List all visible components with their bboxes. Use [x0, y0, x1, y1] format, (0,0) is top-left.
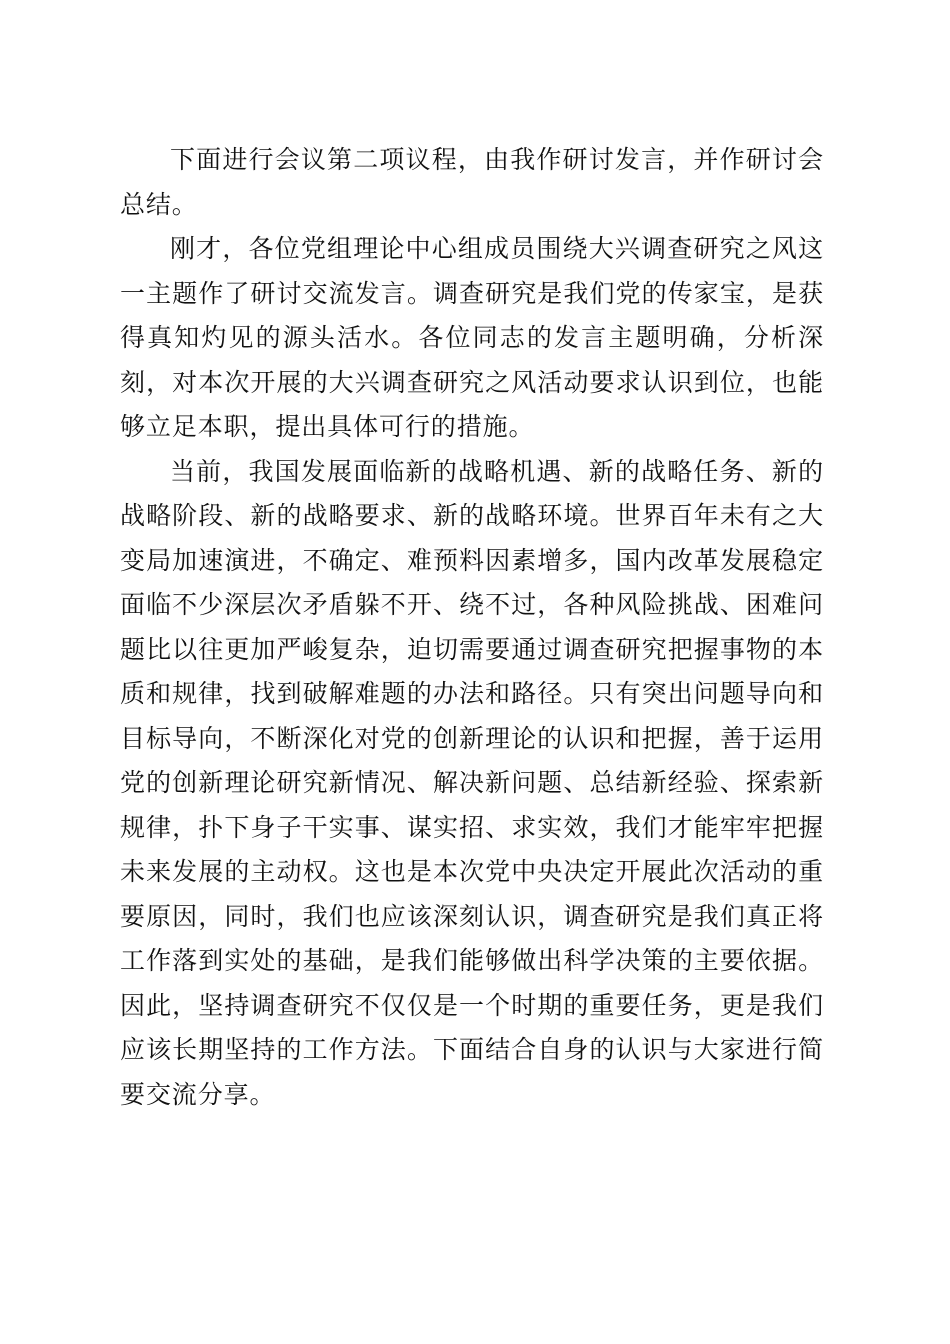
document-body — [120, 138, 824, 1117]
paragraph-1: 下面进行会议第二项议程，由我作研讨发言，并作研讨会总结。 — [120, 145, 824, 219]
paragraph-2: 刚才，各位党组理论中心组成员围绕大兴调查研究之风这一主题作了研讨交流发言。调查研究是我们党的传家宝，是获得真知灼见的源头活水。各位同志的发言主题明确，分析深刻，对本次开展的大兴调查研究之风活动要求认识到位，也能够立足本职，提出具体可行的措施。 — [120, 234, 824, 441]
paragraph-3: 当前，我国发展面临新的战略机遇、新的战略任务、新的战略阶段、新的战略要求、新的战略环境。世界百年未有之大变局加速演进，不确定、难预料因素增多，国内改革发展稳定面临不少深层次矛盾躲不开、绕不过，各种风险挑战、困难问题比以往更加严峻复杂，迫切需要通过调查研究把握事物的本质和规律，找到破解难题的办法和路径。只有突出问题导向和目标导向，不断深化对党的创新理论的认识和把握，善于运用党的创新理论研究新情况、解决新问题、总结新经验、探索新规律，扑下身子干实事、谋实招、求实效，我们才能牢牢把握未来发展的主动权。这也是本次党中央决定开展此次活动的重要原因，同时，我们也应该深刻认识，调查研究是我们真正将工作落到实处的基础，是我们能够做出科学决策的主要依据。因此，坚持调查研究不仅仅是一个时期的重要任务，更是我们应该长期坚持的工作方法。下面结合自身的认识与大家进行简要交流分享。 — [120, 456, 824, 1109]
